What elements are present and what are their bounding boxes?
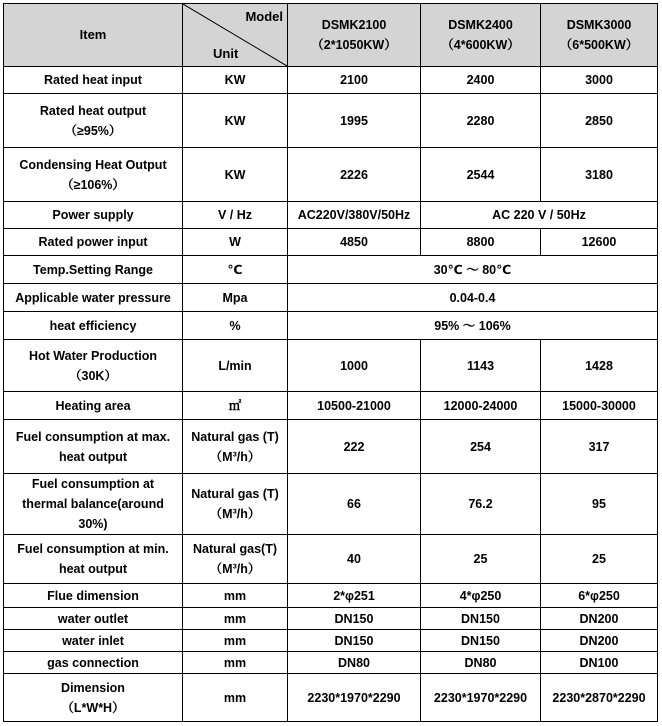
value-cell: 1000 [288,340,421,392]
value-cell: AC 220 V / 50Hz [421,202,658,229]
value-cell: 30℃ ～ 80℃ [288,256,658,284]
value-cell: 2280 [421,94,541,148]
unit-cell: mm [183,584,288,608]
value-cell: DN200 [541,630,658,652]
item-cell: Heating area [4,392,183,420]
header-model-dsmk2100: DSMK2100 （2*1050KW） [288,4,421,67]
value-cell: 0.04-0.4 [288,284,658,312]
item-cell: Rated heat output （≥95%） [4,94,183,148]
item-cell: Fuel consumption at thermal balance(around 30%) [4,474,183,535]
value-cell: AC220V/380V/50Hz [288,202,421,229]
table-row [4,674,658,722]
spec-table [3,3,658,722]
item-cell: Flue dimension [4,584,183,608]
unit-cell: ㎡ [183,392,288,420]
value-cell: 40 [288,535,421,584]
item-cell: water inlet [4,630,183,652]
value-cell: 6*φ250 [541,584,658,608]
unit-cell: Natural gas (T) （M³/h） [183,474,288,535]
value-cell: 15000-30000 [541,392,658,420]
value-cell: 95 [541,474,658,535]
item-cell: Fuel consumption at min. heat output [4,535,183,584]
value-cell: 2400 [421,67,541,94]
unit-cell: mm [183,674,288,722]
table-row [4,148,658,202]
header-model-dsmk2400: DSMK2400 （4*600KW） [421,4,541,67]
table-row [4,229,658,256]
item-cell: gas connection [4,652,183,674]
value-cell: 317 [541,420,658,474]
item-cell: Temp.Setting Range [4,256,183,284]
value-cell: 222 [288,420,421,474]
item-cell: Dimension （L*W*H） [4,674,183,722]
item-cell: Fuel consumption at max. heat output [4,420,183,474]
unit-cell: mm [183,630,288,652]
unit-cell: Natural gas(T) （M³/h） [183,535,288,584]
unit-cell: KW [183,67,288,94]
value-cell: 4*φ250 [421,584,541,608]
value-cell: 3000 [541,67,658,94]
value-cell: 76.2 [421,474,541,535]
unit-cell: KW [183,94,288,148]
value-cell: 66 [288,474,421,535]
item-cell: Rated heat input [4,67,183,94]
value-cell: 1995 [288,94,421,148]
value-cell: 3180 [541,148,658,202]
unit-cell: ℃ [183,256,288,284]
header-model-unit [183,4,288,67]
value-cell: DN150 [421,630,541,652]
value-cell: DN80 [288,652,421,674]
item-cell: Hot Water Production （30K） [4,340,183,392]
value-cell: 4850 [288,229,421,256]
unit-cell: % [183,312,288,340]
table-row [4,608,658,630]
table-row [4,340,658,392]
item-cell: heat efficiency [4,312,183,340]
value-cell: DN150 [288,630,421,652]
value-cell: DN100 [541,652,658,674]
value-cell: 12600 [541,229,658,256]
table-row [4,256,658,284]
value-cell: DN200 [541,608,658,630]
header-model-label: Model [245,9,283,24]
value-cell: 1428 [541,340,658,392]
item-cell: water outlet [4,608,183,630]
value-cell: 2230*2870*2290 [541,674,658,722]
unit-cell: L/min [183,340,288,392]
header-row [4,4,658,67]
table-row [4,284,658,312]
table-row [4,584,658,608]
value-cell: 254 [421,420,541,474]
unit-cell: W [183,229,288,256]
value-cell: 25 [541,535,658,584]
item-cell: Applicable water pressure [4,284,183,312]
value-cell: 2226 [288,148,421,202]
item-cell: Rated power input [4,229,183,256]
item-cell: Condensing Heat Output （≥106%） [4,148,183,202]
table-row [4,94,658,148]
value-cell: 2100 [288,67,421,94]
value-cell: 1143 [421,340,541,392]
value-cell: 95% ～ 106% [288,312,658,340]
unit-cell: KW [183,148,288,202]
header-item-label: Item [79,27,107,42]
table-row [4,630,658,652]
value-cell: 2*φ251 [288,584,421,608]
value-cell: 12000-24000 [421,392,541,420]
table-row [4,535,658,584]
header-unit-label: Unit [213,46,239,61]
unit-cell: mm [183,608,288,630]
value-cell: DN150 [421,608,541,630]
unit-cell: Mpa [183,284,288,312]
value-cell: 2544 [421,148,541,202]
header-item [4,4,183,67]
value-cell: 2230*1970*2290 [288,674,421,722]
table-row [4,312,658,340]
header-model-dsmk3000: DSMK3000 （6*500KW） [541,4,658,67]
unit-cell: mm [183,652,288,674]
spec-table-body [4,4,658,722]
table-row [4,392,658,420]
value-cell: DN150 [288,608,421,630]
item-cell: Power supply [4,202,183,229]
value-cell: 2230*1970*2290 [421,674,541,722]
value-cell: 8800 [421,229,541,256]
unit-cell: Natural gas (T) （M³/h） [183,420,288,474]
table-row [4,652,658,674]
unit-cell: V / Hz [183,202,288,229]
value-cell: 2850 [541,94,658,148]
table-row [4,474,658,535]
table-row [4,420,658,474]
value-cell: DN80 [421,652,541,674]
value-cell: 25 [421,535,541,584]
table-row [4,67,658,94]
value-cell: 10500-21000 [288,392,421,420]
table-row [4,202,658,229]
